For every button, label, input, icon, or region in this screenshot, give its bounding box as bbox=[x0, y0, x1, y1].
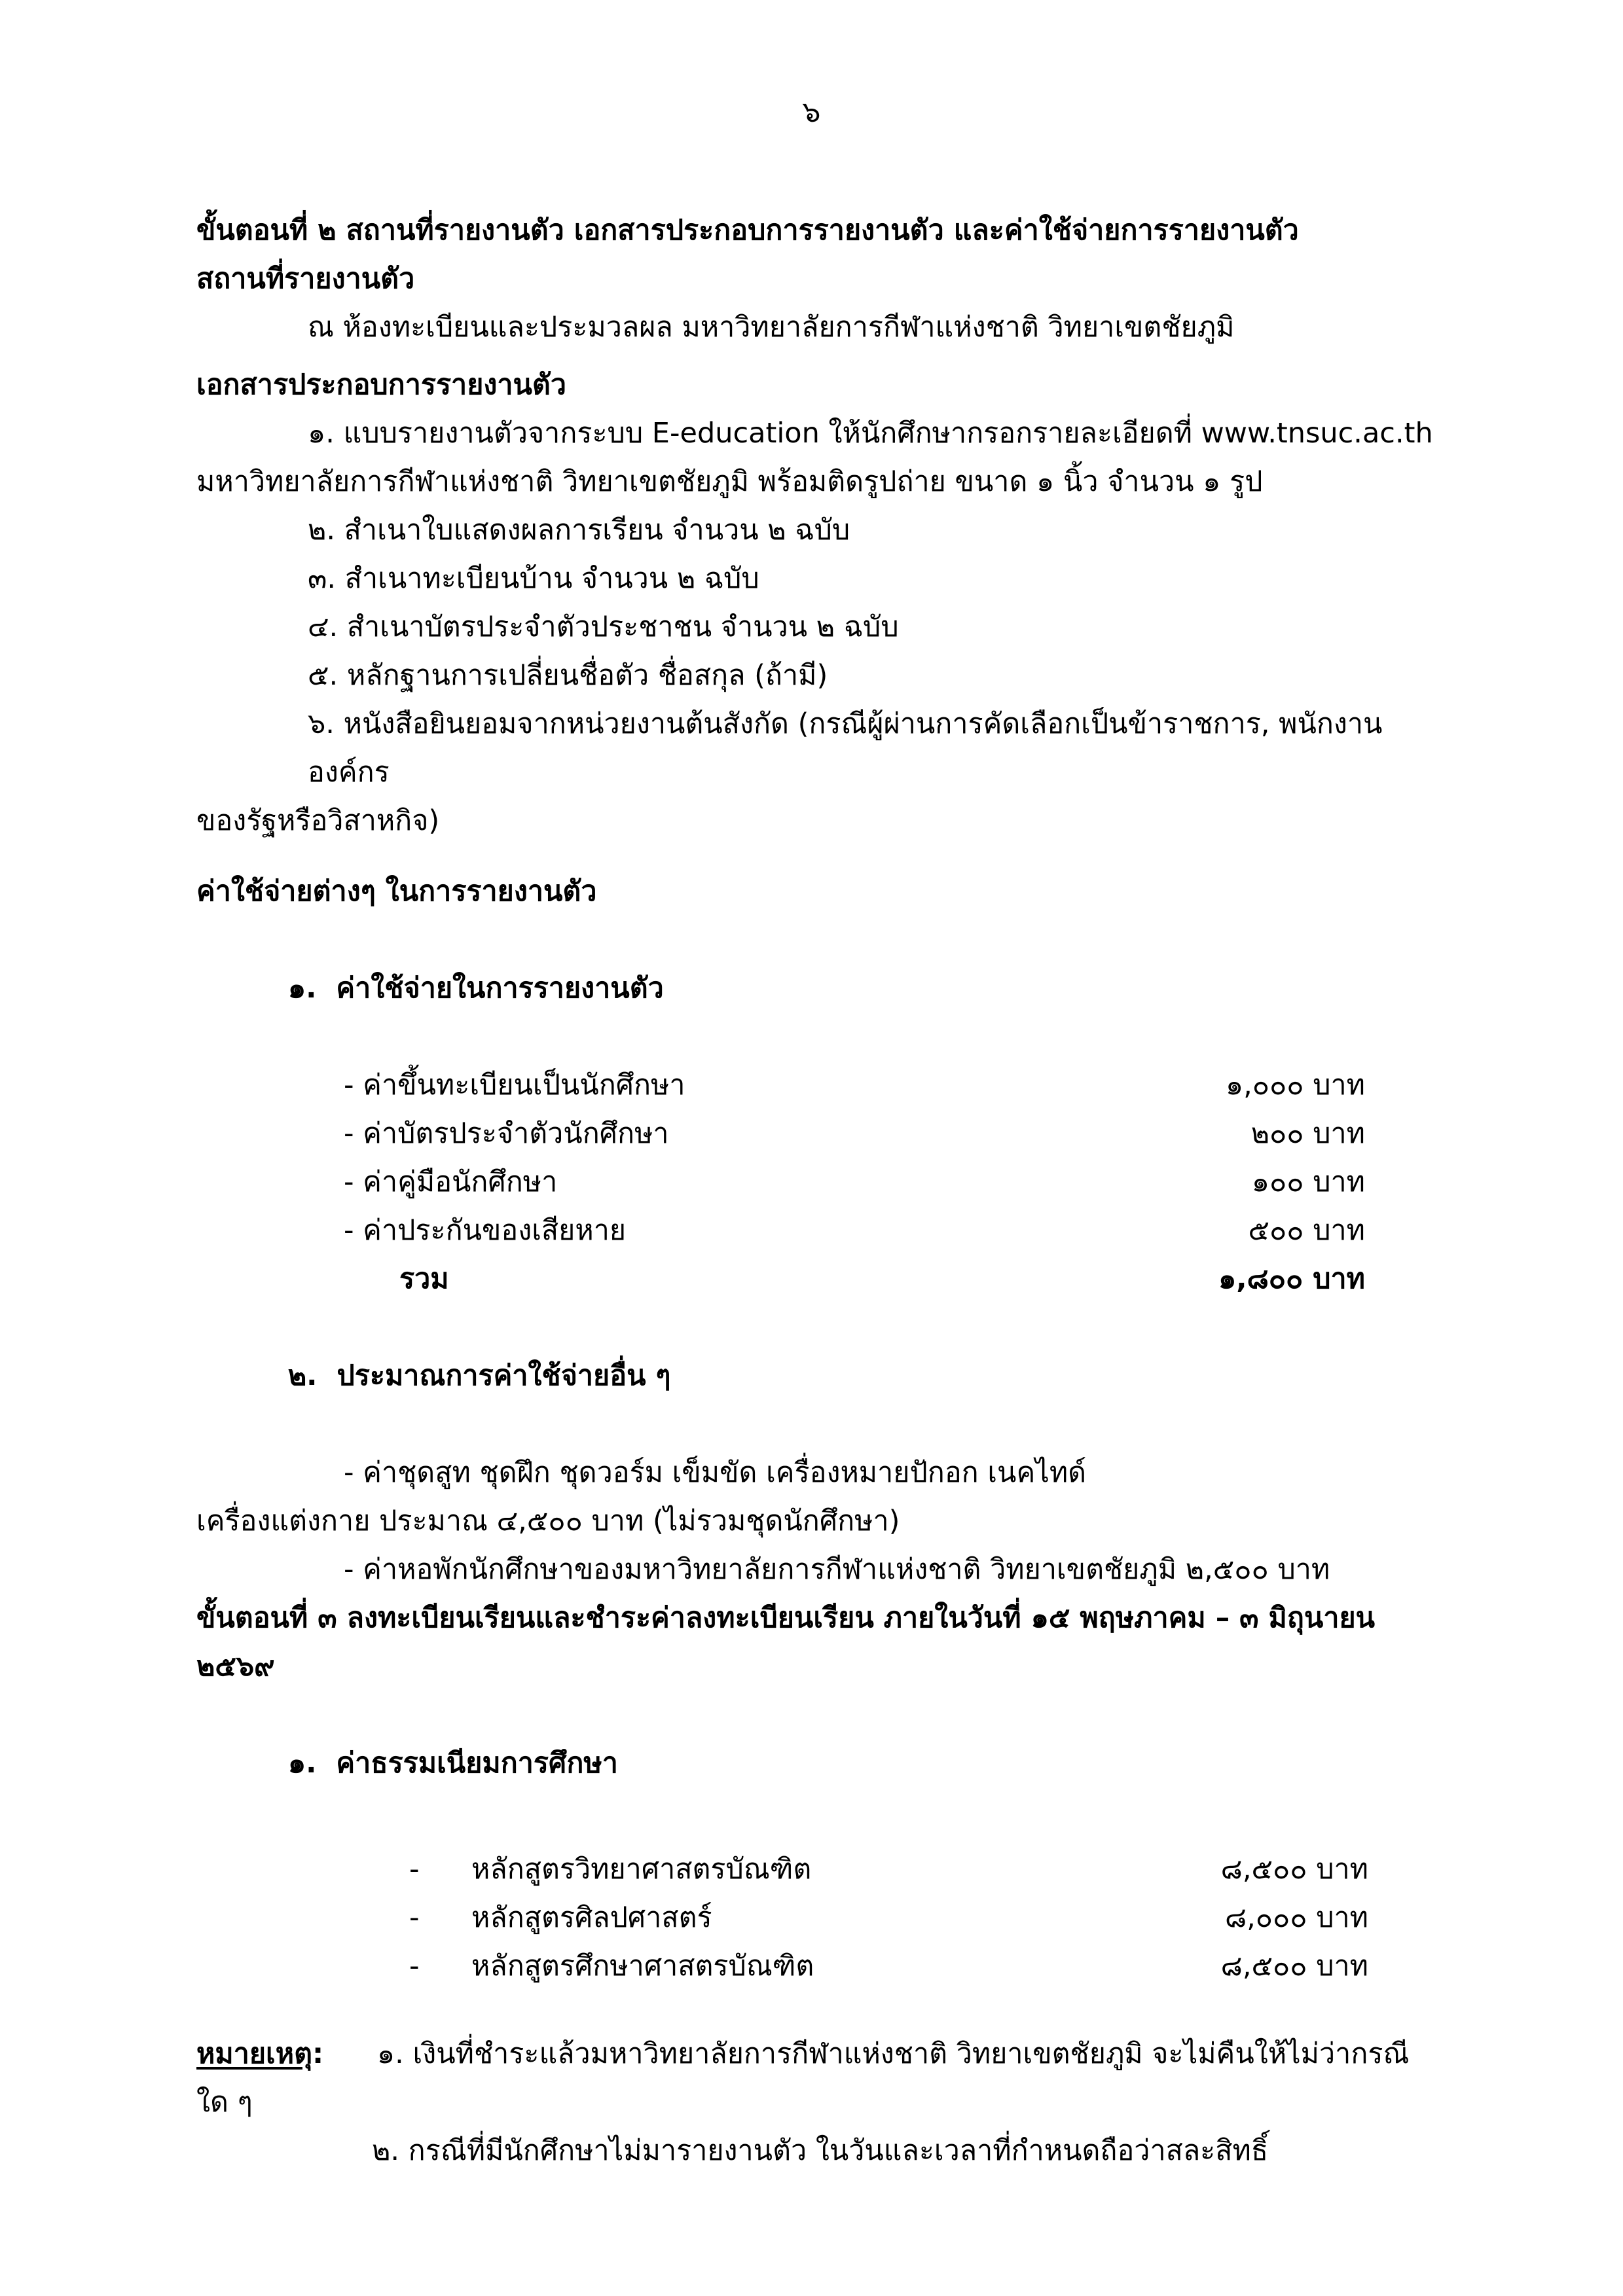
document-item-2: ๒. สำเนาใบแสดงผลการเรียน จำนวน ๒ ฉบับ bbox=[308, 514, 850, 547]
expenses-section1-title: ค่าใช้จ่ายในการรายงานตัว bbox=[336, 972, 664, 1005]
spacer bbox=[196, 1990, 1440, 2030]
tuition-bullet: - bbox=[409, 1901, 420, 1934]
expenses-heading: ค่าใช้จ่ายต่างๆ ในการรายงานตัว bbox=[196, 875, 597, 908]
tuition-label: หลักสูตรศึกษาศาสตรบัณฑิต bbox=[471, 1950, 814, 1982]
expenses-section2-line1: - ค่าชุดสูท ชุดฝึก ชุดวอร์ม เข็มขัด เครื่องหมายปักอก เนคไทด์ bbox=[344, 1456, 1087, 1489]
fee-label: - ค่าคู่มือนักศึกษา bbox=[344, 1166, 558, 1198]
notes-label: หมายเหตุ bbox=[196, 2037, 312, 2070]
tuition-bullet: - bbox=[409, 1950, 420, 1982]
document-item-6-line1: ๖. หนังสือยินยอมจากหน่วยงานต้นสังกัด (กรณีผู้ผ่านการคัดเลือกเป็นข้าราชการ, พนักงานองค์กร bbox=[308, 708, 1383, 789]
fee-amount: ๒๐๐ บาท bbox=[1250, 1117, 1365, 1150]
document-body bbox=[196, 206, 1440, 2175]
fee-row bbox=[344, 1206, 1440, 1255]
fee-total-amount: ๑,๘๐๐ บาท bbox=[1218, 1263, 1365, 1295]
venue-heading: สถานที่รายงานตัว bbox=[196, 262, 415, 295]
step3-section1-number: ๑. bbox=[287, 1747, 317, 1780]
tuition-label: หลักสูตรวิทยาศาสตรบัณฑิต bbox=[471, 1853, 812, 1886]
expenses-section1-number: ๑. bbox=[287, 972, 317, 1005]
document-item-1-line1: ๑. แบบรายงานตัวจากระบบ E-education ให้นักศึกษากรอกรายละเอียดที่ www.tnsuc.ac.th bbox=[308, 417, 1433, 450]
spacer bbox=[196, 845, 1440, 867]
document-item-4: ๔. สำเนาบัตรประจำตัวประชาชน จำนวน ๒ ฉบับ bbox=[308, 611, 899, 643]
notes-label-colon: : bbox=[312, 2037, 324, 2070]
spacer bbox=[196, 1836, 1440, 1845]
tuition-amount: ๘,๐๐๐ บาท bbox=[1224, 1901, 1368, 1934]
expenses-section2-number: ๒. bbox=[287, 1359, 318, 1392]
document-item-3: ๓. สำเนาทะเบียนบ้าน จำนวน ๒ ฉบับ bbox=[308, 562, 759, 595]
tuition-amount: ๘,๕๐๐ บาท bbox=[1220, 1853, 1368, 1886]
fee-row bbox=[344, 1109, 1440, 1158]
tuition-label: หลักสูตรศิลปศาสตร์ bbox=[471, 1901, 712, 1934]
document-item-6-line2: ของรัฐหรือวิสาหกิจ) bbox=[196, 804, 440, 837]
document-item-5: ๕. หลักฐานการเปลี่ยนชื่อตัว ชื่อสกุล (ถ้ามี) bbox=[308, 659, 828, 692]
tuition-row bbox=[409, 1893, 1440, 1942]
tuition-bullet: - bbox=[409, 1853, 420, 1886]
expenses-section2-title-row bbox=[229, 1303, 1440, 1448]
expenses-section2-line3: - ค่าหอพักนักศึกษาของมหาวิทยาลัยการกีฬาแห่งชาติ วิทยาเขตชัยภูมิ ๒,๕๐๐ บาท bbox=[344, 1553, 1330, 1586]
notes-item-1: ๑. เงินที่ชำระแล้วมหาวิทยาลัยการกีฬาแห่งชาติ วิทยาเขตชัยภูมิ จะไม่คืนให้ไม่ว่ากรณีใด ๆ bbox=[196, 2037, 1410, 2119]
tuition-amount: ๘,๕๐๐ บาท bbox=[1220, 1950, 1368, 1982]
step3-section1-title-row bbox=[229, 1691, 1440, 1836]
step3-section1-title: ค่าธรรมเนียมการศึกษา bbox=[336, 1747, 618, 1780]
expenses-section2-title: ประมาณการค่าใช้จ่ายอื่น ๆ bbox=[337, 1359, 671, 1392]
fee-label: - ค่าบัตรประจำตัวนักศึกษา bbox=[344, 1117, 669, 1150]
fee-label: - ค่าประกันของเสียหาย bbox=[344, 1214, 627, 1247]
fee-label: - ค่าขึ้นทะเบียนเป็นนักศึกษา bbox=[344, 1069, 685, 1102]
tuition-row bbox=[409, 1942, 1440, 1990]
document-item-1-line2: มหาวิทยาลัยการกีฬาแห่งชาติ วิทยาเขตชัยภูมิ พร้อมติดรูปถ่าย ขนาด ๑ นิ้ว จำนวน ๑ รูป bbox=[196, 465, 1263, 498]
fee-row bbox=[344, 1061, 1440, 1109]
expenses-section1-title-row bbox=[229, 916, 1440, 1061]
documents-heading: เอกสารประกอบการรายงานตัว bbox=[196, 368, 567, 401]
fee-amount: ๕๐๐ บาท bbox=[1248, 1214, 1365, 1247]
step3-heading: ขั้นตอนที่ ๓ ลงทะเบียนเรียนและชำระค่าลงทะเบียนเรียน ภายในวันที่ ๑๕ พฤษภาคม – ๓ มิถุนายน ๒๕๖๙ bbox=[196, 1602, 1385, 1683]
spacer bbox=[196, 351, 1440, 361]
step2-heading: ขั้นตอนที่ ๒ สถานที่รายงานตัว เอกสารประกอบการรายงานตัว และค่าใช้จ่ายการรายงานตัว bbox=[196, 214, 1299, 247]
tuition-row bbox=[409, 1845, 1440, 1893]
expenses-section2-line2: เครื่องแต่งกาย ประมาณ ๔,๕๐๐ บาท (ไม่รวมชุดนักศึกษา) bbox=[196, 1505, 900, 1537]
fee-total-label: รวม bbox=[399, 1263, 449, 1295]
fee-total-row bbox=[399, 1255, 1440, 1303]
notes-item-2: ๒. กรณีที่มีนักศึกษาไม่มารายงานตัว ในวันและเวลาที่กำหนดถือว่าสละสิทธิ์ bbox=[372, 2134, 1269, 2167]
page-number: ๖ bbox=[802, 96, 821, 129]
fee-amount: ๑๐๐ บาท bbox=[1251, 1166, 1365, 1198]
venue-text: ณ ห้องทะเบียนและประมวลผล มหาวิทยาลัยการกีฬาแห่งชาติ วิทยาเขตชัยภูมิ bbox=[308, 311, 1235, 344]
fee-row bbox=[344, 1158, 1440, 1206]
notes-row-1 bbox=[196, 2030, 1440, 2126]
fee-amount: ๑,๐๐๐ บาท bbox=[1225, 1069, 1365, 1102]
